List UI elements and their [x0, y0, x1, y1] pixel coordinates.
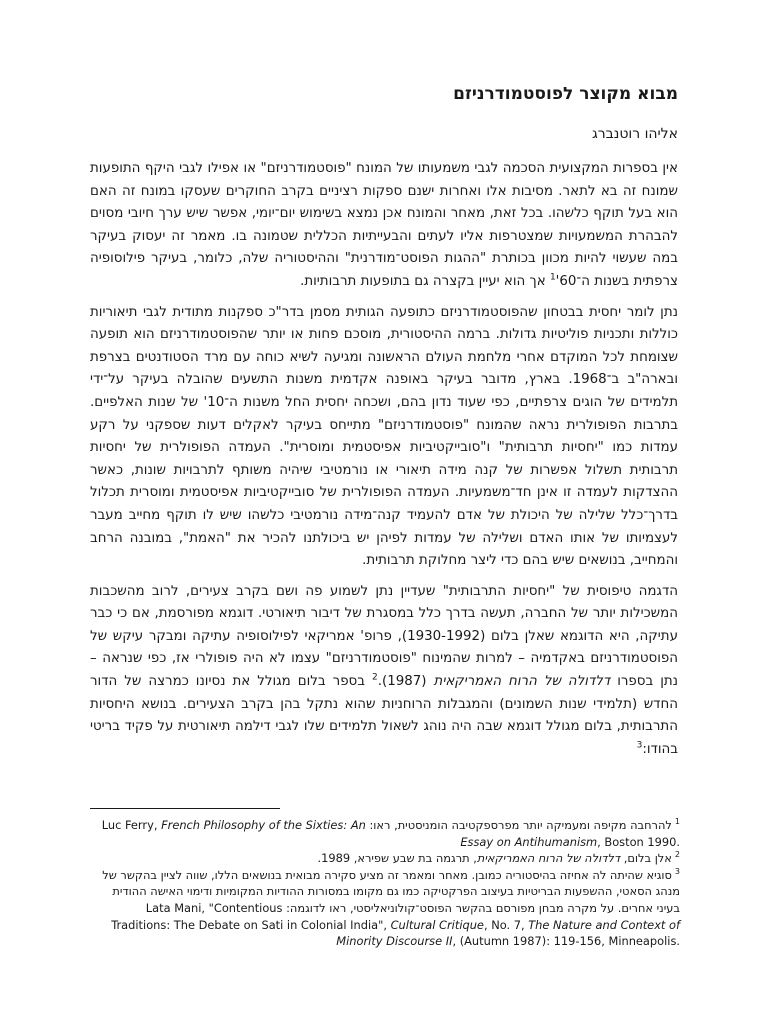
footnote-3 — [90, 867, 680, 950]
paragraph-3-text: הדגמה טיפוסית של "יחסיות התרבותית" שעדיין נתן לשמוע פה ושם בקרב צעירים, לרוב מהשכבות המשכילות יותר של החברה, תעשה בדרך כלל במסגרת של דיבור תיאורטי. דוגמא מפורסמת, אם כי כבר עתיקה, היא הדוגמא שאלן בלום (1930-1992), פרופ' אמריקאי לפילוסופיה עתיקה ומבקר עיקש של הפוסטמודרניזם באקדמיה – למרות שהמינוח "פוסטמודרניזם" עצמו לא היה פופולרי אז, כפי שנראה – נתן בספרו — [90, 583, 679, 690]
paragraph-1-text-end: אך הוא יעיין בקצרה גם בתופעות תרבותיות. — [300, 273, 550, 289]
footnote-number: 2 — [674, 850, 680, 860]
citation-title: French Philosophy of the Sixties: An Essay on Antihumanism — [161, 818, 598, 849]
footnote-2-title: דלדולה של הרוח האמריקאית — [476, 851, 621, 866]
book-title-italic: דלדולה של הרוח האמריקאית — [433, 674, 611, 690]
citation-author: Luc Ferry, — [101, 818, 162, 832]
article — [90, 84, 678, 769]
footnote-1 — [90, 817, 680, 850]
citation-journal: Cultural Critique — [390, 917, 484, 932]
footnote-ref-2[interactable]: 2 — [372, 672, 378, 683]
footnote-2-author: אלן בלום, — [620, 851, 672, 866]
article-title: מבוא מקוצר לפוסטמודרניזם — [453, 84, 678, 104]
footnote-number: 3 — [674, 866, 680, 876]
paragraph-3-text-end: בספר בלום מגולל את נסיונו כמרצה של הדור החדש (תלמידי שנות השמונים) והמגבלות הרוחניות שהוא נתקל בהן בקרב הצעירים. בנושא היחסיות התרבותית, בלום מגולל דוגמא שבה היה נוהג לשאול תלמידים שלו לגבי דילמה תיאורטית על פקיד בריטי בהודו: — [90, 674, 678, 757]
paragraph-1-text: אין בספרות המקצועית הסכמה לגבי משמעותו של המונח "פוסטמודרניזם" או אפילו לגבי היקף התופעות שמונח זה בא לתאר. מסיבות אלו ואחרות ישנם ספקות רציניים בקרב החוקרים שעסקו במונח זה האם הוא בעל תוקף כלשהו. בכל זאת, מאחר והמונח אכן נמצא בשימוש יום־יומי, אפשר שיש ערך חיובי מסוים להבהרת המשמעויות שמצטרפות אליו לעתים והבעייתיות הכללית שטמונה בו. מאמר זה יעסוק בעיקר במה שעשוי להיות מכוון בכותרת "ההגות הפוסט־מודרנית" וההיסטוריה שלה, כלומר, בעיקר פילוסופיה צרפתית בשנות ה־60' — [90, 161, 678, 289]
citation-publisher: , Boston 1990. — [597, 834, 680, 849]
citation-issue-title: The Nature and Context of Minority Discourse II — [336, 917, 680, 949]
paragraph-2: נתן לומר יחסית בבטחון שהפוסטמודרניזם כתופעה הגותית מסמן בדר"כ ספקנות מתודית לגבי תיאוריות כוללות ותכניות פוליטיות גדולות. ברמה ההיסטורית, מוסכם פחות או יותר שהפוסטמודרניזם הוא תופעה שצומחת לכל המוקדם אחרי מלחמת העולם הראשונה ומגיעה לשיא כוחה עם מרד הסטודנטים בצרפת ובארה"ב ב־1968. בארץ, מדובר בעיקר באופנה אקדמית משנות התשעים שהובלה בעיקר על־ידי תלמידים של הוגים צרפתיים, כפי שעוד נדון בהם, ושכחה יחסית החל משנות ה־10' של שנות האלפיים. בתרבות הפופולרית נראה שהמונח "פוסטמודרניזם" מתייחס בעיקר לאקלים דעות שספקני על רקע עמדות כמו "יחסיות תרבותית" ו"סובייקטיביות אפיסטמית ומוסרית". העמדה הפופולרית של יחסיות תרבותית תשלול אפשרות של קנה מידה תיאורי או נורמטיבי שיהיה משותף לתרבויות שונות, כאשר ההצדקות לעמדה זו אינן חד־משמעיות. העמדה הפופולרית של סובייקטיביות אפיסטמית ומוסרית תכלול בדרך־כלל שלילה של היכולת של אדם להעמיד קנה־מידה נורמטיבי כלשהו שיש לו תוקף מחייב מעבר לעצמיותו של אותו האדם ושלילה של עמדות לפיהן יש ביכולתנו להכיר את "האמת", במובנה הרחב והמחייב, בנושאים שיש בהם כדי ליצר מחלוקת תרבותית. — [90, 304, 678, 569]
footnote-ref-3[interactable]: 3 — [636, 740, 643, 751]
footnote-2-details: , תרגמה בת שבע שפירא, 1989. — [317, 851, 477, 866]
paragraph-3-year: (1987). — [377, 674, 434, 690]
article-author: אליהו רוטנברג — [591, 126, 678, 142]
footnote-number: 1 — [674, 817, 680, 827]
citation-pages: , (Autumn 1987): 119-156, Minneapolis. — [452, 934, 680, 949]
citation-issue: , No. 7, — [483, 917, 529, 932]
paragraph-1 — [90, 158, 678, 294]
footnote-separator — [90, 808, 280, 809]
footnote-ref-1[interactable]: 1 — [549, 272, 556, 283]
footnotes — [90, 817, 680, 950]
footnote-1-hebrew: להרחבה מקיפה ומעמיקה יותר מפרספקטיבה הומניסטית, ראו: — [365, 818, 672, 832]
citation-author: Lata Mani, "Contentious Traditions: The Debate on Sati in Colonial India", — [111, 900, 391, 932]
paragraph-3 — [90, 581, 678, 762]
footnote-2 — [90, 850, 680, 867]
footnote-3-hebrew: סוגיא שהיתה לה אחיזה בהיסטוריה כמובן. מאחר ומאמר זה מציע סקירה מבואית בנושאים הללו, שווה לציין בהקשר של מנהג הסאטי, ההשפעות הבריטיות בעיצוב הפרקטיקה כמו גם מקומו במסורות ההודיות המקומיות ודימוי האישה ההודית בעיני אחרים. על מקרה מבחן מפורסם בהקשר הפוסט־קולוניאליסטי, ראו לדוגמה: — [102, 867, 680, 915]
